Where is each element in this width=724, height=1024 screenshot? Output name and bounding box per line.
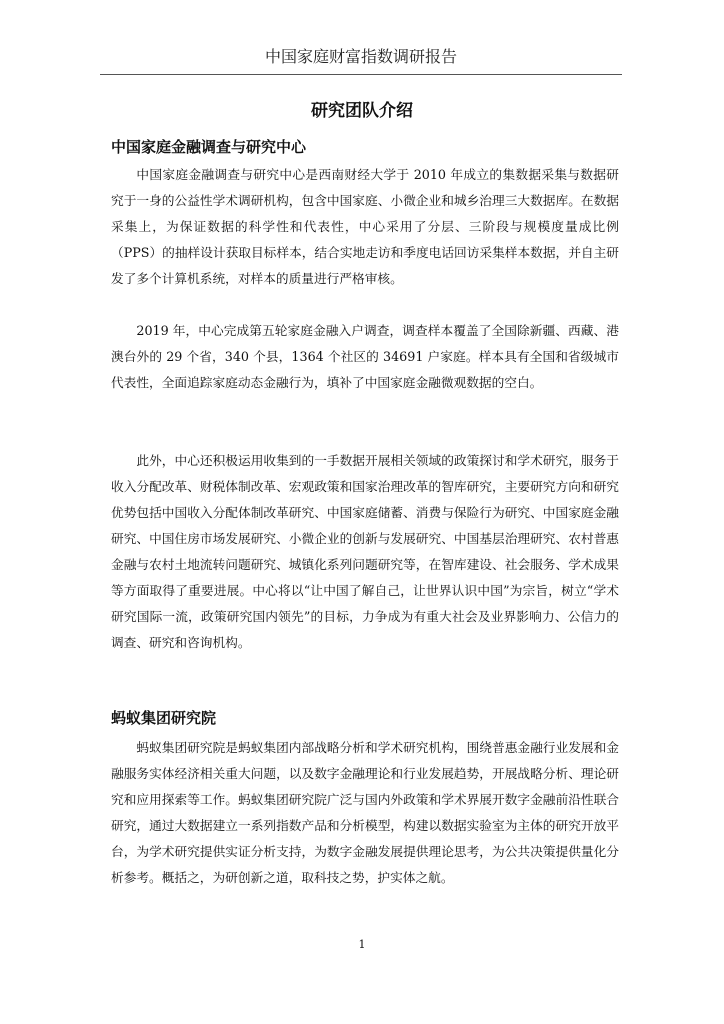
paragraph-cfs-intro: 中国家庭金融调查与研究中心是西南财经大学于 2010 年成立的集数据采集与数据研究于一身的公益性学术调研机构，包含中国家庭、小微企业和城乡治理三大数据库。在数据采集上，为保证数据的科学性和代表性，中心采用了分层、三阶段与规模度量成比例（PPS）的抽样设计获取目标样本，结合实地走访和季度电话回访采集样本数据，并自主研发了多个计算机系统，对样本的质量进行严格审核。 — [111, 167, 619, 286]
paragraph-cfs-research: 此外，中心还积极运用收集到的一手数据开展相关领域的政策探讨和学术研究，服务于收入分配改革、财税体制改革、宏观政策和国家治理改革的智库研究，主要研究方向和研究优势包括中国收入分配体制改革研究、中国家庭储蓄、消费与保险行为研究、中国家庭金融研究、中国住房市场发展研究、小微企业的创新与发展研究、中国基层治理研究、农村普惠金融与农村土地流转问题研究、城镇化系列问题研究等，在智库建设、社会服务、学术成果等方面取得了重要进展。中心将以“让中国了解自己，让世界认识中国”为宗旨，树立“学术研究国际一流，政策研究国内领先”的目标，力争成为有重大社会及业界影响力、公信力的调查、研究和咨询机构。 — [111, 453, 619, 650]
section-heading-cfs: 中国家庭金融调查与研究中心 — [111, 138, 307, 156]
paragraph-ant-intro: 蚂蚁集团研究院是蚂蚁集团内部战略分析和学术研究机构，围绕普惠金融行业发展和金融服务实体经济相关重大问题，以及数字金融理论和行业发展趋势，开展战略分析、理论研究和应用探索等工作。蚂蚁集团研究院广泛与国内外政策和学术界展开数字金融前沿性联合研究，通过大数据建立一系列指数产品和分析模型，构建以数据实验室为主体的研究开放平台，为学术研究提供实证分析支持，为数字金融发展提供理论思考，为公共决策提供量化分析参考。概括之，为研创新之道，取科技之势，护实体之航。 — [111, 740, 619, 885]
section-heading-ant: 蚂蚁集团研究院 — [111, 709, 217, 727]
page-title: 研究团队介绍 — [311, 101, 413, 121]
paragraph-cfs-survey: 2019 年，中心完成第五轮家庭金融入户调查，调查样本覆盖了全国除新疆、西藏、港澳台外的 29 个省，340 个县，1364 个社区的 34691 户家庭。样本具有全国和省级城市代表性，全面追踪家庭动态金融行为，填补了中国家庭金融微观数据的空白。 — [111, 323, 619, 390]
running-header: 中国家庭财富指数调研报告 — [100, 40, 622, 75]
page-number: 1 — [358, 938, 366, 951]
